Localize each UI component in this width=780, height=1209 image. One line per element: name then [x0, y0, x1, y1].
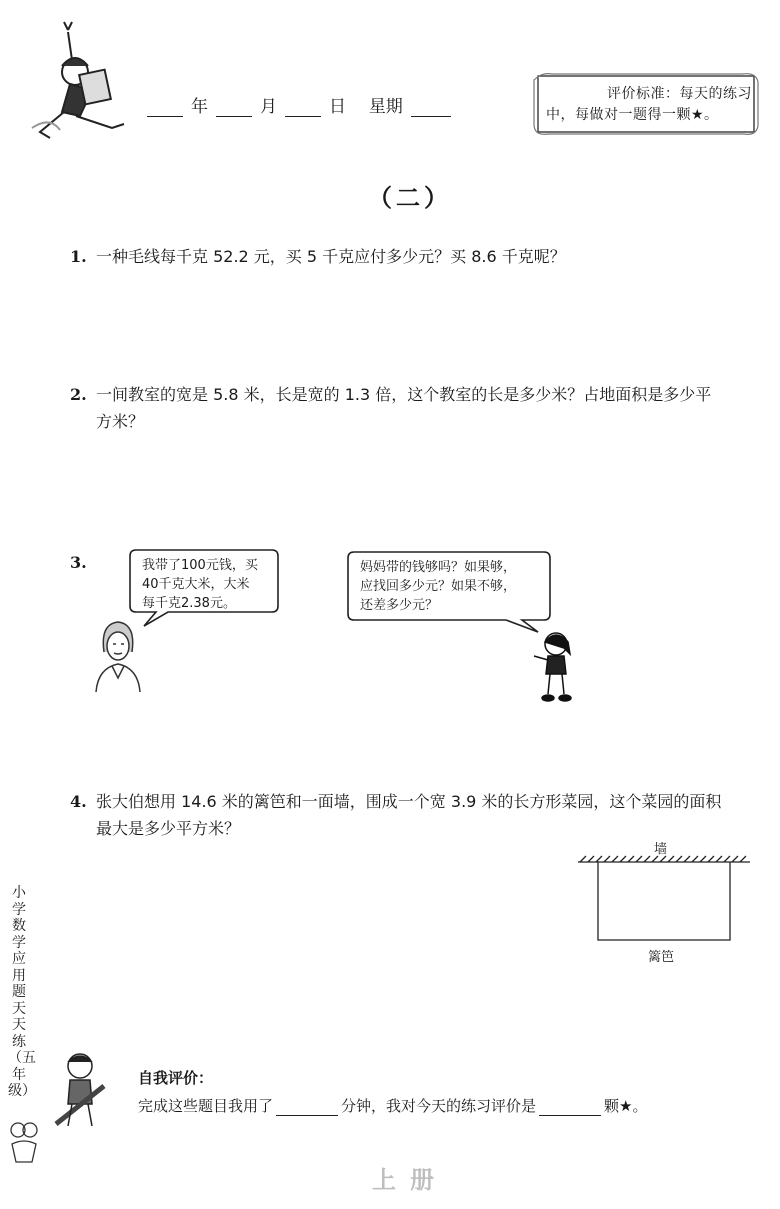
day-blank[interactable]	[285, 102, 321, 117]
weekday-label: 星期	[368, 97, 403, 117]
fence-label: 篱笆	[648, 950, 675, 965]
self-eval-title: 自我评价：	[138, 1069, 214, 1087]
question-2	[70, 381, 760, 435]
question-number: 3.	[70, 553, 87, 572]
wall-hatching	[580, 856, 746, 862]
month-blank[interactable]	[216, 102, 252, 117]
question-text-line2: 方米？	[96, 412, 145, 431]
student-with-book-illustration	[20, 20, 140, 155]
weekday-blank[interactable]	[411, 102, 451, 117]
rating-line-1: 评价标准：每天的练习	[607, 86, 752, 102]
date-line	[145, 92, 453, 117]
sidebar-book-title: 小学数学应用题天天练（五年级）	[8, 885, 36, 1099]
garden-figure	[576, 838, 752, 968]
section-title: （二）	[368, 184, 452, 212]
question-text-line1: 一间教室的宽是 5.8 米，长是宽的 1.3 倍，这个教室的长是多少米？占地面积是多少平	[96, 385, 712, 404]
rating-line-2: 中，每做对一题得一颗★。	[546, 107, 719, 123]
question-number: 2.	[70, 385, 87, 404]
bubble-right-line: 妈妈带的钱够吗？如果够，	[360, 560, 517, 575]
speech-bubble-right	[346, 550, 556, 634]
stars-blank[interactable]	[539, 1101, 601, 1116]
girl-illustration	[528, 628, 580, 706]
bubble-left-line: 我带了100元钱，买	[142, 558, 258, 573]
mother-illustration	[88, 618, 148, 693]
day-label: 日	[329, 97, 346, 117]
year-blank[interactable]	[147, 102, 183, 117]
rating-criteria-box	[532, 70, 760, 138]
bubble-right-line: 还差多少元？	[360, 598, 439, 613]
question-number: 1.	[70, 247, 87, 266]
question-text-line1: 张大伯想用 14.6 米的篱笆和一面墙，围成一个宽 3.9 米的长方形菜园，这个菜园的面积	[96, 792, 722, 811]
fence-rectangle	[598, 862, 730, 940]
volume-footer: 上册	[372, 1166, 448, 1194]
bubble-left-line: 40千克大米，大米	[142, 577, 250, 592]
question-text-line2: 最大是多少平方米？	[96, 819, 241, 838]
self-eval-middle: 分钟，我对今天的练习评价是	[341, 1097, 537, 1115]
question-3	[70, 549, 110, 576]
self-eval-suffix: 颗★。	[604, 1097, 648, 1115]
question-4	[70, 788, 760, 842]
minutes-blank[interactable]	[276, 1101, 338, 1116]
bubble-left-line: 每千克2.38元。	[142, 596, 236, 611]
wall-label: 墙	[654, 842, 668, 857]
bubble-right-line: 应找回多少元？如果不够，	[360, 579, 517, 594]
speech-bubble-left	[128, 548, 288, 628]
self-eval-prefix: 完成这些题目我用了	[138, 1097, 274, 1115]
self-eval-line	[138, 1095, 647, 1116]
month-label: 月	[260, 97, 277, 117]
boy-with-pencil-illustration	[50, 1050, 110, 1132]
question-number: 4.	[70, 792, 87, 811]
year-label: 年	[191, 97, 208, 117]
question-1	[70, 243, 760, 270]
mascot-illustration	[4, 1118, 44, 1168]
question-text: 一种毛线每千克 52.2 元，买 5 千克应付多少元？买 8.6 千克呢？	[96, 247, 566, 266]
